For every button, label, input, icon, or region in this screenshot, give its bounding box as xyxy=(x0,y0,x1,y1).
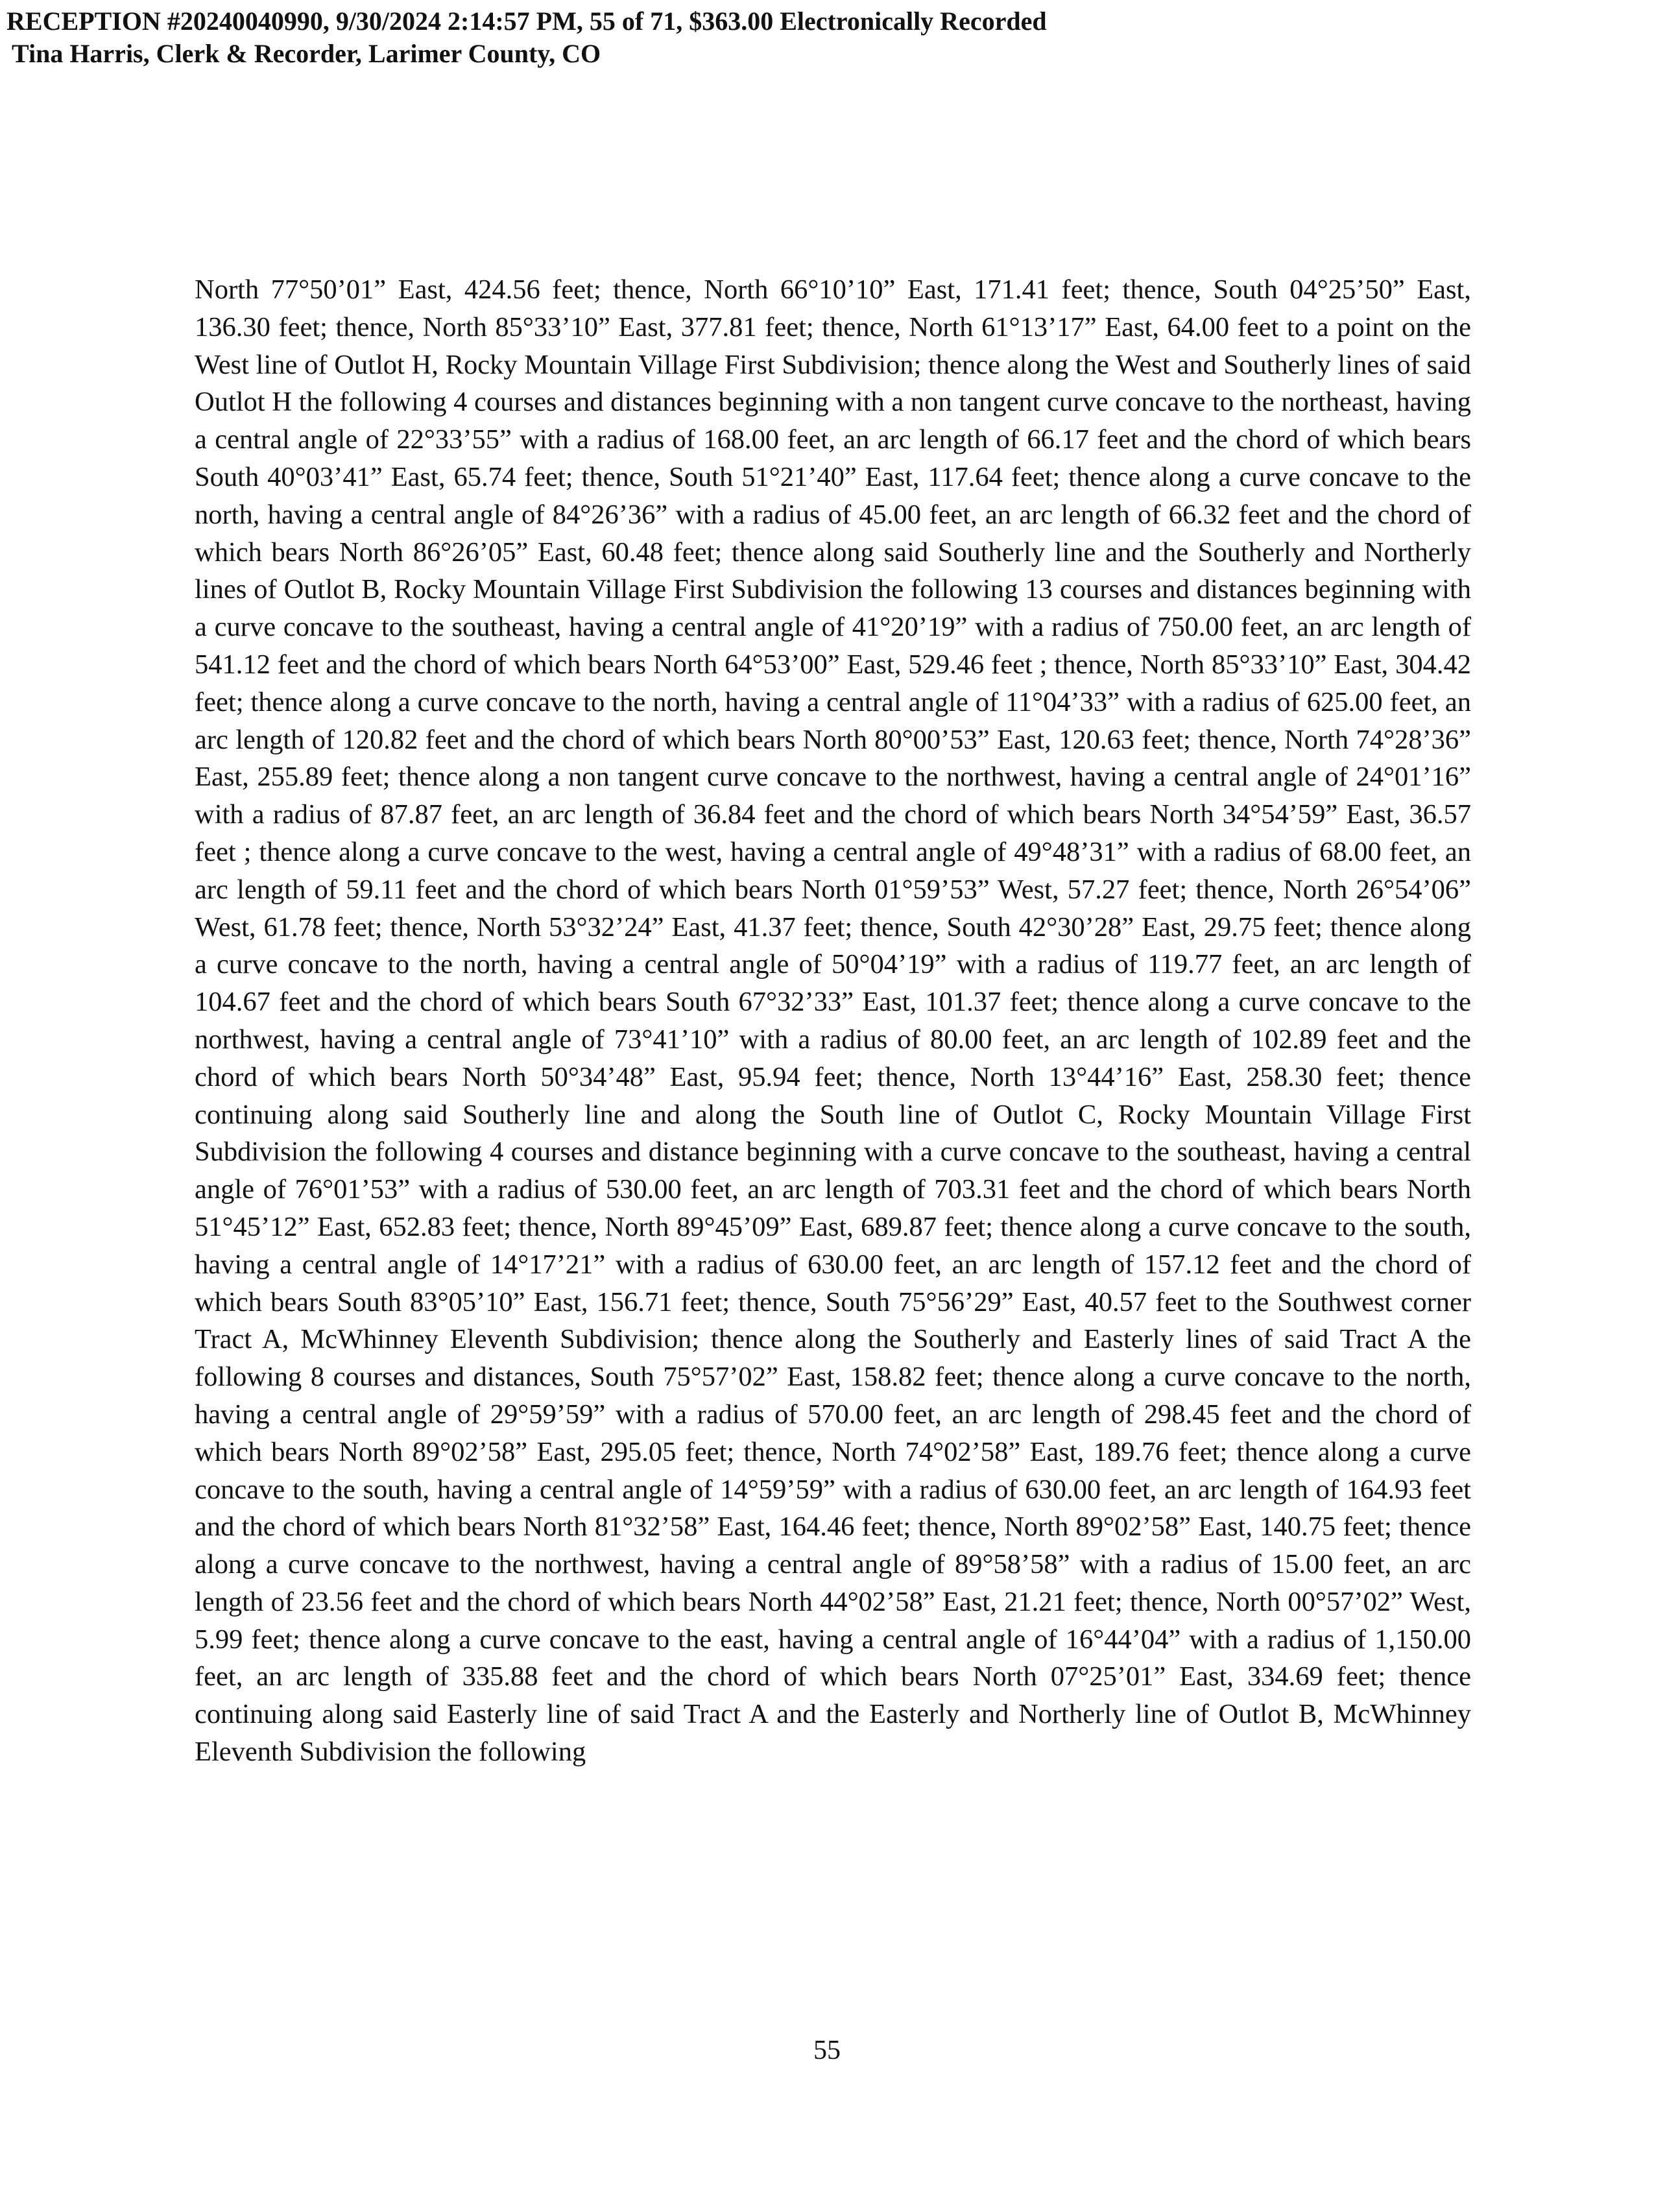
page-number: 55 xyxy=(813,2036,841,2065)
recording-stamp xyxy=(6,5,1047,70)
recording-stamp-line-1: RECEPTION #20240040990, 9/30/2024 2:14:57 PM, 55 of 71, $363.00 Electronically Recorded xyxy=(6,6,1047,36)
recording-stamp-line-2: Tina Harris, Clerk & Recorder, Larimer County, CO xyxy=(12,39,601,68)
legal-description-paragraph: North 77°50’01” East, 424.56 feet; thence, North 66°10’10” East, 171.41 feet; thence, South 04°25’50” East, 136.30 feet; thence, North 85°33’10” East, 377.81 feet; thence, North 61°13’17” East, 64.00 feet to a point on the West line of Outlot H, Rocky Mountain Village First Subdivision; thence along the West and Southerly lines of said Outlot H the following 4 courses and distances beginning with a non tangent curve concave to the northeast, having a central angle of 22°33’55” with a radius of 168.00 feet, an arc length of 66.17 feet and the chord of which bears South 40°03’41” East, 65.74 feet; thence, South 51°21’40” East, 117.64 feet; thence along a curve concave to the north, having a central angle of 84°26’36” with a radius of 45.00 feet, an arc length of 66.32 feet and the chord of which bears North 86°26’05” East, 60.48 feet; thence along said Southerly line and the Southerly and Northerly lines of Outlot B, Rocky Mountain Village First Subdivision the following 13 courses and distances beginning with a curve concave to the southeast, having a central angle of 41°20’19” with a radius of 750.00 feet, an arc length of 541.12 feet and the chord of which bears North 64°53’00” East, 529.46 feet ; thence, North 85°33’10” East, 304.42 feet; thence along a curve concave to the north, having a central angle of 11°04’33” with a radius of 625.00 feet, an arc length of 120.82 feet and the chord of which bears North 80°00’53” East, 120.63 feet; thence, North 74°28’36” East, 255.89 feet; thence along a non tangent curve concave to the northwest, having a central angle of 24°01’16” with a radius of 87.87 feet, an arc length of 36.84 feet and the chord of which bears North 34°54’59” East, 36.57 feet ; thence along a curve concave to the west, having a central angle of 49°48’31” with a radius of 68.00 feet, an arc length of 59.11 feet and the chord of which bears North 01°59’53” West, 57.27 feet; thence, North 26°54’06” West, 61.78 feet; thence, North 53°32’24” East, 41.37 feet; thence, South 42°30’28” East, 29.75 feet; thence along a curve concave to the north, having a central angle of 50°04’19” with a radius of 119.77 feet, an arc length of 104.67 feet and the chord of which bears South 67°32’33” East, 101.37 feet; thence along a curve concave to the northwest, having a central angle of 73°41’10” with a radius of 80.00 feet, an arc length of 102.89 feet and the chord of which bears North 50°34’48” East, 95.94 feet; thence, North 13°44’16” East, 258.30 feet; thence continuing along said Southerly line and along the South line of Outlot C, Rocky Mountain Village First Subdivision the following 4 courses and distance beginning with a curve concave to the southeast, having a central angle of 76°01’53” with a radius of 530.00 feet, an arc length of 703.31 feet and the chord of which bears North 51°45’12” East, 652.83 feet; thence, North 89°45’09” East, 689.87 feet; thence along a curve concave to the south, having a central angle of 14°17’21” with a radius of 630.00 feet, an arc length of 157.12 feet and the chord of which bears South 83°05’10” East, 156.71 feet; thence, South 75°56’29” East, 40.57 feet to the Southwest corner Tract A, McWhinney Eleventh Subdivision; thence along the Southerly and Easterly lines of said Tract A the following 8 courses and distances, South 75°57’02” East, 158.82 feet; thence along a curve concave to the north, having a central angle of 29°59’59” with a radius of 570.00 feet, an arc length of 298.45 feet and the chord of which bears North 89°02’58” East, 295.05 feet; thence, North 74°02’58” East, 189.76 feet; thence along a curve concave to the south, having a central angle of 14°59’59” with a radius of 630.00 feet, an arc length of 164.93 feet and the chord of which bears North 81°32’58” East, 164.46 feet; thence, North 89°02’58” East, 140.75 feet; thence along a curve concave to the northwest, having a central angle of 89°58’58” with a radius of 15.00 feet, an arc length of 23.56 feet and the chord of which bears North 44°02’58” East, 21.21 feet; thence, North 00°57’02” West, 5.99 feet; thence along a curve concave to the east, having a central angle of 16°44’04” with a radius of 1,150.00 feet, an arc length of 335.88 feet and the chord of which bears North 07°25’01” East, 334.69 feet; thence continuing along said Easterly line of said Tract A and the Easterly and Northerly line of Outlot B, McWhinney Eleventh Subdivision the following xyxy=(195,274,1471,1768)
